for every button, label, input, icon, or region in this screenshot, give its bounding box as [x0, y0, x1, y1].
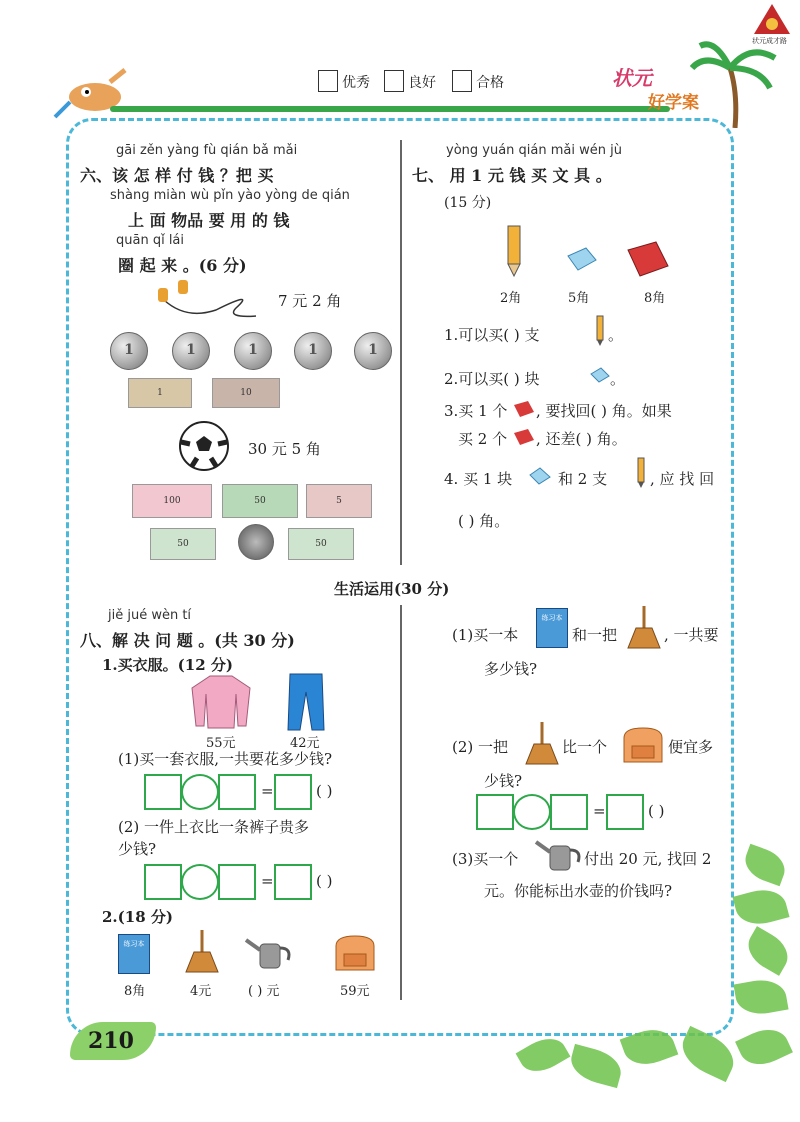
r2-part-b: 比一个: [562, 738, 608, 756]
s8-q1b-line2: 少钱?: [118, 840, 157, 858]
s7-q2: 2.可以买( ) 块: [444, 370, 540, 388]
header-green-bar: [110, 106, 670, 112]
schoolbag-icon: [618, 722, 668, 766]
leaf-decoration: [740, 844, 790, 887]
answer-box[interactable]: [144, 864, 182, 900]
equals-sign: =: [261, 872, 274, 890]
s7-q3b: , 要找回( ) 角。如果: [536, 402, 672, 420]
answer-box[interactable]: [274, 864, 312, 900]
notebook-price: 8角: [644, 291, 666, 306]
r2-part-a: (2) 一把: [452, 738, 509, 756]
s8-q1b-line1: (2) 一件上衣比一条裤子贵多: [118, 818, 310, 836]
column-divider-bottom: [400, 605, 402, 1000]
rope-price: 7 元 2 角: [278, 292, 342, 310]
mascot-icon: [50, 62, 150, 122]
coin-1yuan[interactable]: 1: [172, 332, 210, 370]
s7-q3d: , 还差( ) 角。: [536, 430, 627, 448]
eraser-icon: [564, 244, 598, 274]
exercise-book-icon: 练习本: [536, 608, 568, 648]
pants-icon: [286, 672, 326, 732]
leaf-decoration: [516, 1031, 571, 1080]
grade-label-excellent: 优秀: [342, 75, 370, 91]
equals-sign: =: [261, 782, 274, 800]
banknote[interactable]: 100: [132, 484, 212, 518]
pants-price: 42元: [290, 736, 320, 751]
s6-pinyin-1: gāi zěn yàng fù qián bǎ mǎi: [116, 143, 298, 158]
broom-price: 4元: [190, 984, 212, 999]
s6-pinyin-3: quān qǐ lái: [116, 233, 185, 248]
banknote[interactable]: 50: [222, 484, 298, 518]
notebook-icon: [512, 428, 536, 446]
pencil-icon: [634, 456, 648, 490]
s7-q3a: 3.买 1 个: [444, 402, 508, 420]
answer-box[interactable]: [550, 794, 588, 830]
leaf-decoration: [732, 884, 789, 930]
coin-1yuan[interactable]: 1: [234, 332, 272, 370]
watering-can-price-blank[interactable]: ( ) 元: [248, 984, 280, 999]
notebook-icon: [624, 240, 670, 280]
s8-q1-title: 1.买衣服。(12 分): [102, 656, 233, 674]
s7-q4a: 4. 买 1 块: [444, 470, 513, 488]
s6-title-line-3: 圈 起 来 。(6 分): [118, 256, 247, 275]
grade-box-pass[interactable]: [452, 70, 472, 92]
banknote[interactable]: 50: [288, 528, 354, 560]
s6-title-line-1: 六、该 怎 样 付 钱 ？把 买: [80, 166, 274, 185]
jump-rope-icon: [156, 280, 268, 322]
schoolbag-price: 59元: [340, 984, 370, 999]
ball-price: 30 元 5 角: [248, 440, 321, 458]
banknote[interactable]: 5: [306, 484, 372, 518]
unit-blank[interactable]: ( ): [648, 802, 665, 820]
s7-q3c: 买 2 个: [458, 430, 508, 448]
leaf-decoration: [735, 1021, 793, 1072]
answer-box[interactable]: [476, 794, 514, 830]
r2-part-d: 少钱?: [484, 772, 523, 790]
leaf-decoration: [741, 926, 795, 976]
r1-part-b: 和一把: [572, 626, 618, 644]
operator-circle[interactable]: [513, 794, 551, 830]
unit-blank[interactable]: ( ): [316, 872, 333, 890]
brand-top: 状元: [612, 66, 652, 90]
s7-title: 七、 用 1 元 钱 买 文 具 。: [412, 166, 612, 185]
pencil-icon: [593, 314, 607, 348]
unit-blank[interactable]: ( ): [316, 782, 333, 800]
answer-box[interactable]: [218, 864, 256, 900]
r3-part-b: 付出 20 元, 找回 2: [584, 850, 712, 868]
shirt-icon: [190, 672, 252, 730]
banknote[interactable]: 1: [128, 378, 192, 408]
soccer-ball-icon: [178, 420, 230, 472]
corner-logo-text: 状元成才路: [752, 37, 787, 45]
column-divider-top: [400, 140, 402, 565]
s7-q4b: 和 2 支: [558, 470, 608, 488]
grade-box-excellent[interactable]: [318, 70, 338, 92]
watering-can-icon: [534, 836, 584, 874]
operator-circle[interactable]: [181, 774, 219, 810]
eraser-icon: [528, 466, 552, 486]
r3-part-a: (3)买一个: [452, 850, 519, 868]
coin-1yuan[interactable]: 1: [294, 332, 332, 370]
grade-label-pass: 合格: [476, 75, 504, 91]
pencil-price: 2角: [500, 291, 522, 306]
coin[interactable]: [238, 524, 274, 560]
answer-box[interactable]: [218, 774, 256, 810]
r1-part-a: (1)买一本: [452, 626, 519, 644]
s8-q1a: (1)买一套衣服,一共要花多少钱?: [118, 750, 333, 768]
r1-part-d: 多少钱?: [484, 660, 538, 678]
leaf-decoration: [675, 1026, 741, 1082]
schoolbag-icon: [330, 930, 380, 974]
grade-box-good[interactable]: [384, 70, 404, 92]
operator-circle[interactable]: [181, 864, 219, 900]
watering-can-icon: [244, 934, 294, 972]
eraser-price: 5角: [568, 291, 590, 306]
broom-icon: [524, 720, 560, 766]
s8-q2-title: 2.(18 分): [102, 908, 173, 926]
s7-q1-end: 。: [608, 326, 624, 344]
leaf-decoration: [567, 1044, 626, 1088]
broom-icon: [184, 928, 220, 974]
eraser-icon: [589, 366, 611, 384]
s7-score: (15 分): [444, 195, 492, 211]
coin-1yuan[interactable]: 1: [110, 332, 148, 370]
s7-q2-end: 。: [610, 370, 626, 388]
notebook-icon: [512, 400, 536, 418]
r1-part-c: , 一共要: [664, 626, 719, 644]
s7-q4c: , 应 找 回: [650, 470, 715, 488]
section-title: 生活运用(30 分): [334, 580, 450, 598]
s8-pinyin: jiě jué wèn tí: [108, 608, 192, 623]
palm-tree-icon: [690, 38, 780, 128]
corner-logo-icon: [752, 2, 792, 36]
s7-q4d: ( ) 角。: [458, 512, 510, 530]
s7-q1: 1.可以买( ) 支: [444, 326, 540, 344]
equals-sign: =: [593, 802, 606, 820]
s6-title-line-2: 上 面 物品 要 用 的 钱: [128, 211, 290, 230]
banknote[interactable]: 10: [212, 378, 280, 408]
grade-label-good: 良好: [408, 75, 436, 91]
banknote[interactable]: 50: [150, 528, 216, 560]
exercise-book-icon: 练习本: [118, 934, 150, 974]
coin-1yuan[interactable]: 1: [354, 332, 392, 370]
broom-icon: [626, 604, 662, 650]
shirt-price: 55元: [206, 736, 236, 751]
s7-pinyin: yòng yuán qián mǎi wén jù: [446, 143, 622, 158]
r3-part-c: 元。你能标出水壶的价钱吗?: [484, 882, 673, 900]
r2-part-c: 便宜多: [668, 738, 714, 756]
book-price: 8角: [124, 984, 146, 999]
pencil-icon: [500, 222, 528, 278]
s8-title: 八、解 决 问 题 。(共 30 分): [80, 631, 295, 650]
answer-box[interactable]: [144, 774, 182, 810]
s6-pinyin-2: shàng miàn wù pǐn yào yòng de qián: [110, 188, 350, 203]
answer-box[interactable]: [274, 774, 312, 810]
brand-bottom: 好学案: [648, 93, 699, 113]
answer-box[interactable]: [606, 794, 644, 830]
leaf-decoration: [733, 976, 788, 1018]
page-number: 210: [88, 1028, 134, 1054]
